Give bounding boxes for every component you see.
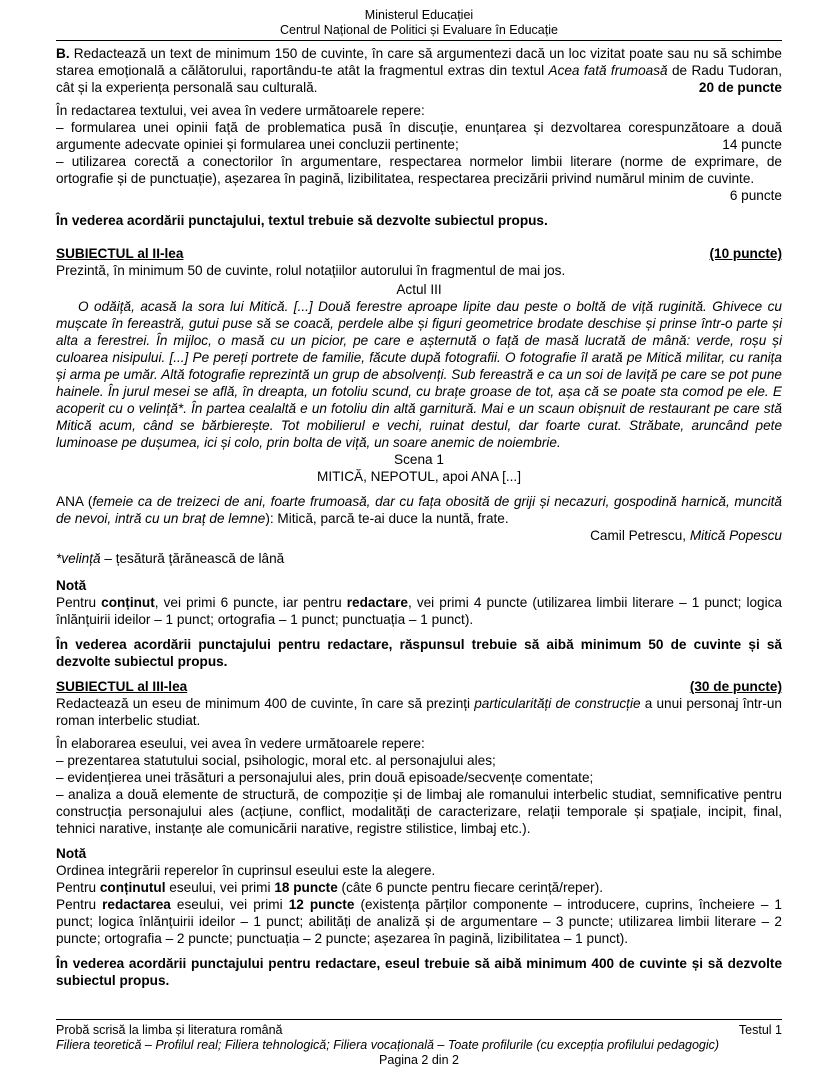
footer-test: Testul 1 xyxy=(738,1023,782,1037)
subject2-note-title: Notă xyxy=(56,578,87,593)
subject3-heading xyxy=(56,678,782,695)
subject3-title: SUBIECTUL al III-lea xyxy=(56,679,188,694)
source-work: Mitică Popescu xyxy=(689,528,782,543)
subject2-heading xyxy=(56,245,782,262)
ana-replica: ANA (femeie ca de treizeci de ani, foarte frumoasă, dar cu fața obosită de griji și necazuri, gospodină harnică, muncită de nevoi, intră cu un braț de lemne): Mitică, parcă te-ai duce la nuntă, frate. xyxy=(56,494,782,526)
partB-repere-intro: În redactarea textului, vei avea în vedere următoarele repere: xyxy=(56,103,425,118)
source-attribution: Camil Petrescu, Mitică Popescu xyxy=(590,528,782,543)
page-content xyxy=(56,8,782,989)
subject3-reper-3: – analiza a două elemente de structură, de compoziție și de limbaj ale romanului interbelic studiat, semnificative pentru construcția personajului ales (acțiune, conflict, modalități de caracterizare, relații temporale și spațiale, incipit, final, tehnici narative, instanțe ale comunicării narative, registre stilistice, limbaj etc.). xyxy=(56,787,782,836)
partB-task: B. Redactează un text de minimum 150 de cuvinte, în care să argumentezi dacă un loc vizitat poate sau nu să schimbe starea emoțională a călătorului, raportându-te atât la fragmentul extras din textul Acea fată frumoasă de Radu Tudoran, cât și la experiența personală sau culturală. xyxy=(56,46,783,95)
subject2-task: Prezintă, în minimum 50 de cuvinte, rolul notațiilor autorului în fragmentul de mai jos. xyxy=(56,263,566,278)
partB-work-title: Acea fată frumoasă xyxy=(548,63,668,78)
partB-reper-2-points: 6 puncte xyxy=(729,188,782,203)
subject2-points: (10 puncte) xyxy=(709,246,782,261)
page-number: Pagina 2 din 2 xyxy=(379,1053,459,1067)
document-header xyxy=(56,8,782,38)
center-name: Centrul Național de Politici și Evaluare în Educație xyxy=(280,23,558,37)
scene-characters: MITICĂ, NEPOTUL, apoi ANA [...] xyxy=(317,469,521,484)
partB-note: În vederea acordării punctajului, textul trebuie să dezvolte subiectul propus. xyxy=(56,213,548,228)
header-rule xyxy=(56,40,782,41)
document-footer xyxy=(56,1019,782,1068)
footer-filiera: Filiera teoretică – Profilul real; Filiera tehnologică; Filiera vocațională – Toate profilurile (cu excepția profilului pedagogic) xyxy=(56,1038,720,1052)
subject3-note-line-1: Ordinea integrării reperelor în cuprinsul eseului este la alegere. xyxy=(56,863,436,878)
literary-fragment: O odăiță, acasă la sora lui Mitică. [...] Două ferestre aproape lipite dau peste o boltă de viță ruginită. Ghivece cu mușcate în fereastră, gutui puse să se coacă, perdele albe și figuri geometrice brodate deschise și prinse într-o parte și alta a ferestrei. În mijloc, o masă cu un picior, pe care e așternută o față de masă lucrată de mână: verde, roșu și culoarea nisipului. [...] Pe pereți portrete de familie, făcute după fotografii. O fotografie îl arată pe Mitică militar, cu ranița și arma pe umăr. Altă fotografie reprezintă un grup de absolvenți. Sub fereastră e ca un soi de laviță pe care se pot pune hainele. În jurul mesei se află, în dreapta, un fotoliu scund, cu brațe groase de tot, așa că se poate sta comod pe ele. E acoperit cu o velință*. În partea cealaltă e un fotoliu din altă garnitură. Mai e un scaun obișnuit de restaurant pe care stă Mitică acum, când se bărbierește. Tot mobilierul e vechi, ruinat destul, dar foarte curat. Străbate, aruncând pete luminoase pe dușumea, ici și colo, prin bolta de viță, un soare anemic de noiembrie. xyxy=(56,299,782,450)
act-heading: Actul III xyxy=(396,282,442,297)
footer-exam: Probă scrisă la limba și literatura română xyxy=(56,1023,283,1037)
subject3-note-title: Notă xyxy=(56,846,87,861)
partB-points: 20 de puncte xyxy=(698,80,782,95)
subject2-note-bold: În vederea acordării punctajului pentru redactare, răspunsul trebuie să aibă minimum 50 de cuvinte și să dezvolte subiectul propus. xyxy=(56,637,782,669)
scene-heading: Scena 1 xyxy=(394,452,444,467)
subject3-reper-2: – evidențierea unei trăsături a personajului ales, prin două episoade/secvențe comentate; xyxy=(56,770,594,785)
partB-reper-2: – utilizarea corectă a conectorilor în argumentare, respectarea normelor limbii literare (norme de exprimare, de ortografie și de punctuație), așezarea în pagină, lizibilitatea, respectarea precizării privind numărul minim de cuvinte. xyxy=(56,154,782,186)
footnote: *velință – țesătură țărănească de lână xyxy=(56,551,285,566)
subject3-note-line-3: Pentru redactarea eseului, vei primi 12 puncte (existența părților componente – introducere, cuprins, încheiere – 1 punct; logica înlănțuirii ideilor – 1 punct; abilități de analiză și de argumentare – 3 puncte; utilizarea limbii literare – 2 puncte; ortografia – 2 puncte; punctuația – 2 puncte; așezarea în pagină, lizibilitatea – 1 punct). xyxy=(56,897,782,946)
partB-reper-1-points: 14 puncte xyxy=(722,137,782,152)
subject3-note-line-2: Pentru conținutul eseului, vei primi 18 puncte (câte 6 puncte pentru fiecare cerință/reper). xyxy=(56,880,603,895)
ministry-name: Ministerul Educației xyxy=(364,8,474,22)
subject3-points: (30 de puncte) xyxy=(689,679,782,694)
subject3-note-bold: În vederea acordării punctajului pentru redactare, eseul trebuie să aibă minimum 400 de cuvinte și să dezvolte subiectul propus. xyxy=(56,956,782,988)
subject3-repere-intro: În elaborarea eseului, vei avea în vedere următoarele repere: xyxy=(56,736,425,751)
subject3-reper-1: – prezentarea statutului social, psihologic, moral etc. al personajului ales; xyxy=(56,753,496,768)
subject3-task: Redactează un eseu de minimum 400 de cuvinte, în care să prezinți particularități de construcție a unui personaj într-un roman interbelic studiat. xyxy=(56,696,782,728)
partB-label: B. xyxy=(56,46,70,61)
subject2-note-text: Pentru conținut, vei primi 6 puncte, iar pentru redactare, vei primi 4 puncte (utilizarea limbii literare – 1 punct; logica înlănțuirii ideilor – 1 punct; ortografia – 1 punct; punctuația – 1 punct). xyxy=(56,595,782,627)
subject2-title: SUBIECTUL al II-lea xyxy=(56,246,184,261)
partB-reper-1: – formularea unei opinii față de problematica pusă în discuție, enunțarea și dezvoltarea corespunzătoare a două argumente adecvate opiniei și formularea unei concluzii pertinente; xyxy=(56,120,782,152)
